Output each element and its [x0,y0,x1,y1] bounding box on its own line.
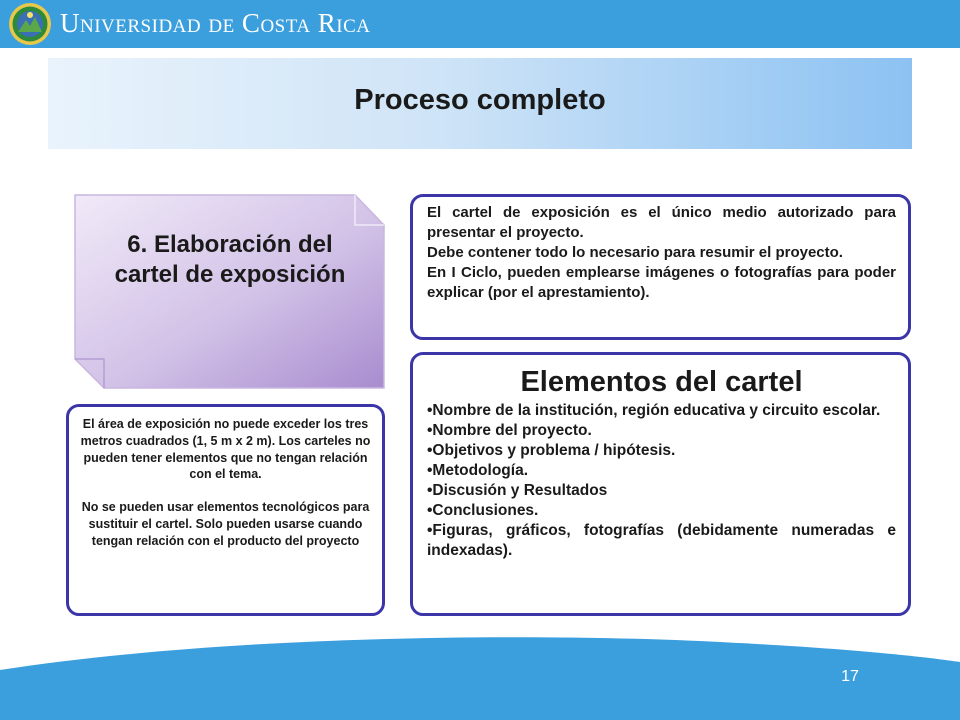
list-item: •Nombre de la institución, región educativa y circuito escolar. [427,402,881,419]
rules-paragraph: No se pueden usar elementos tecnológicos para sustituir el cartel. Solo pueden usarse cuando tengan relación con el producto del proyecto [81,500,370,548]
list-item: •Nombre del proyecto. [427,422,592,439]
title-band [48,58,912,149]
info-line: El cartel de exposición es el único medio autorizado para presentar el proyecto. [427,204,896,241]
footer-wave [0,632,960,720]
elements-list [427,401,896,561]
list-item: •Discusión y Resultados [427,482,608,499]
info-line: Debe contener todo lo necesario para resumir el proyecto. [427,244,843,261]
header-bar [0,0,960,48]
slide-title: Proceso completo [354,84,606,116]
step-bevel-shape [73,193,386,390]
page-number: 17 [841,668,859,685]
rules-box [66,404,385,616]
university-name: Universidad de Costa Rica [60,8,371,38]
elements-heading: Elementos del cartel [520,366,803,398]
list-item: •Conclusiones. [427,502,539,519]
list-item: •Metodología. [427,462,528,479]
info-box [410,194,911,340]
list-item: •Figuras, gráficos, fotografías (debidamente numeradas e indexadas). [427,522,896,559]
paragraph-spacer [77,483,374,499]
info-line: En I Ciclo, pueden emplearse imágenes o fotografías para poder explicar (por el aprestamiento). [427,264,896,301]
university-seal-icon [8,2,52,46]
step-label: 6. Elaboración del cartel de exposición [114,231,346,288]
elements-box [410,352,911,616]
rules-paragraph: El área de exposición no puede exceder los tres metros cuadrados (1, 5 m x 2 m). Los carteles no pueden tener elementos que no tengan relación con el tema. [80,417,371,482]
list-item: •Objetivos y problema / hipótesis. [427,442,676,459]
